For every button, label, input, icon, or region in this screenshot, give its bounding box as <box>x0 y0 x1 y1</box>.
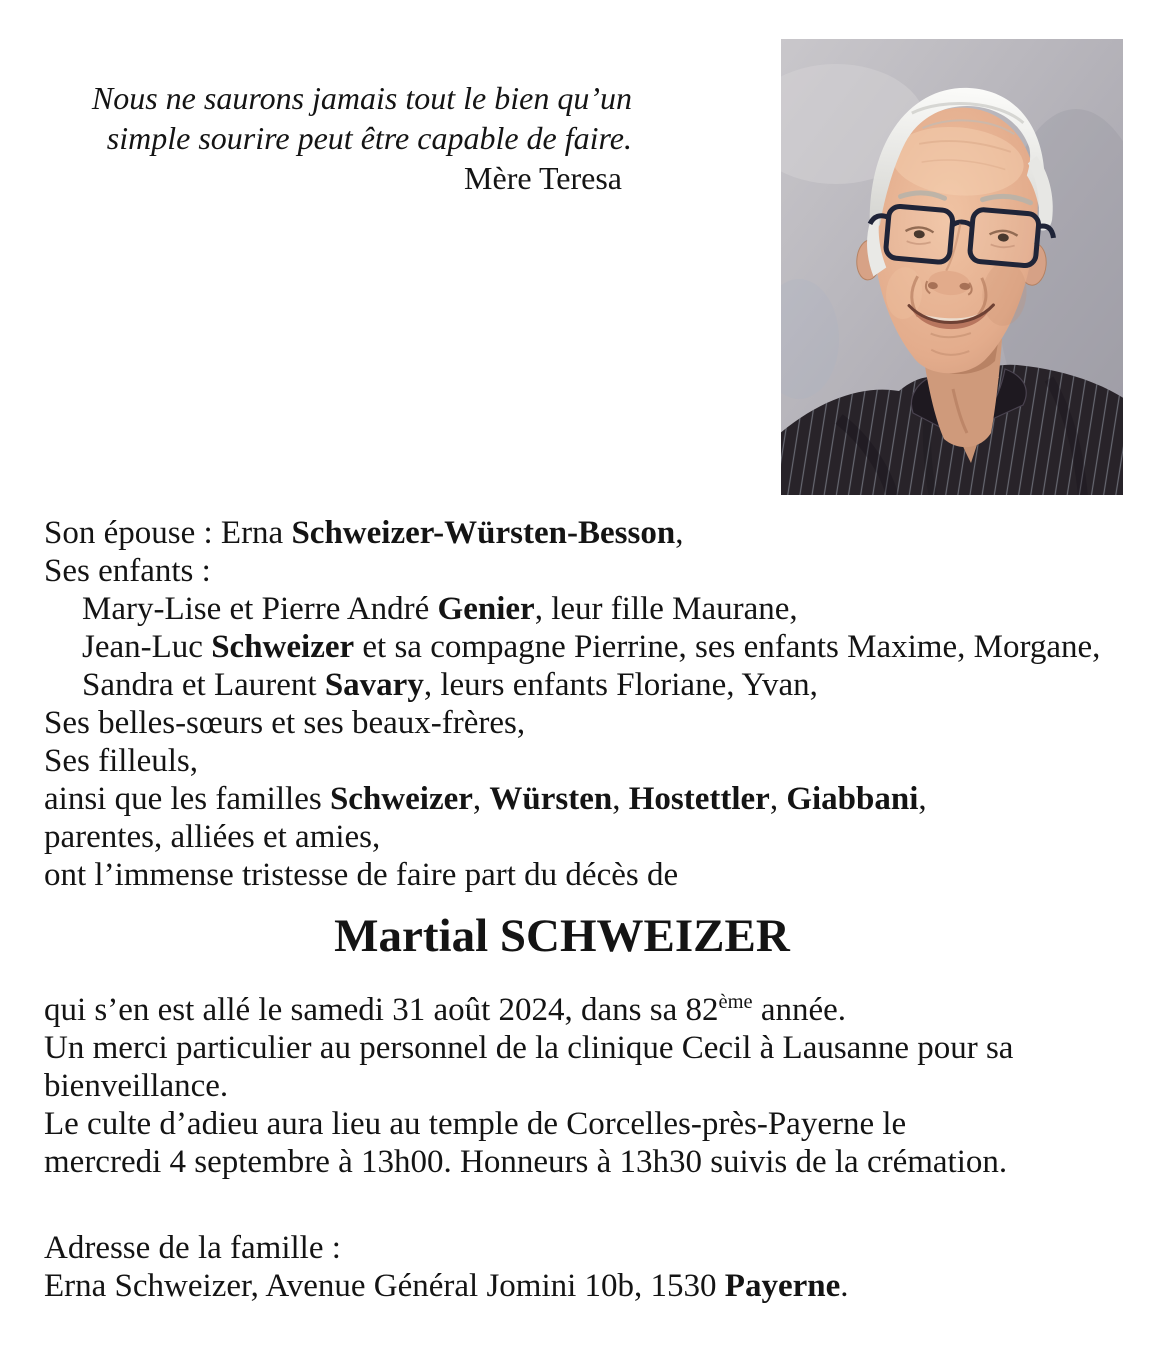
quote-attribution: Mère Teresa <box>464 160 622 196</box>
text-line: Sandra et Laurent Savary, leurs enfants Floriane, Yvan, <box>82 667 818 703</box>
text-line: Le culte d’adieu aura lieu au temple de Corcelles-près-Payerne le <box>44 1106 907 1142</box>
text-line: Ses enfants : <box>44 553 211 589</box>
text-line: mercredi 4 septembre à 13h00. Honneurs à 13h30 suivis de la crémation. <box>44 1144 1008 1180</box>
text-line: ont l’immense tristesse de faire part du décès de <box>44 857 679 893</box>
text-line: Un merci particulier au personnel de la clinique Cecil à Lausanne pour sa <box>44 1030 1014 1066</box>
quote-line-2: simple sourire peut être capable de faire. <box>106 120 632 156</box>
text-line: Ses filleuls, <box>44 743 198 779</box>
deceased-name: Martial SCHWEIZER <box>334 910 790 962</box>
announcement-block <box>44 991 1120 1181</box>
text-line: qui s’en est allé le samedi 31 août 2024, dans sa 82ème année. <box>44 991 847 1028</box>
text-line: Mary-Lise et Pierre André Genier, leur fille Maurane, <box>82 591 798 627</box>
text-line: Son épouse : Erna Schweizer-Würsten-Besson, <box>44 515 684 551</box>
text-line: ainsi que les familles Schweizer, Würsten, Hostettler, Giabbani, <box>44 781 927 817</box>
quote-block <box>40 78 632 198</box>
quote-line-1: Nous ne saurons jamais tout le bien qu’un <box>91 80 632 116</box>
family-address-block <box>44 1229 1120 1305</box>
text-line: parentes, alliées et amies, <box>44 819 381 855</box>
text-line: Erna Schweizer, Avenue Général Jomini 10b, 1530 Payerne. <box>44 1268 849 1304</box>
family-list <box>44 514 1120 894</box>
text-line: bienveillance. <box>44 1068 229 1104</box>
portrait-photo-svg <box>781 39 1123 495</box>
text-line: Adresse de la famille : <box>44 1230 341 1266</box>
main-text <box>44 514 1120 1305</box>
text-line: Jean-Luc Schweizer et sa compagne Pierrine, ses enfants Maxime, Morgane, <box>82 629 1101 665</box>
portrait-photo <box>781 39 1123 495</box>
text-line: Ses belles-sœurs et ses beaux-frères, <box>44 705 526 741</box>
